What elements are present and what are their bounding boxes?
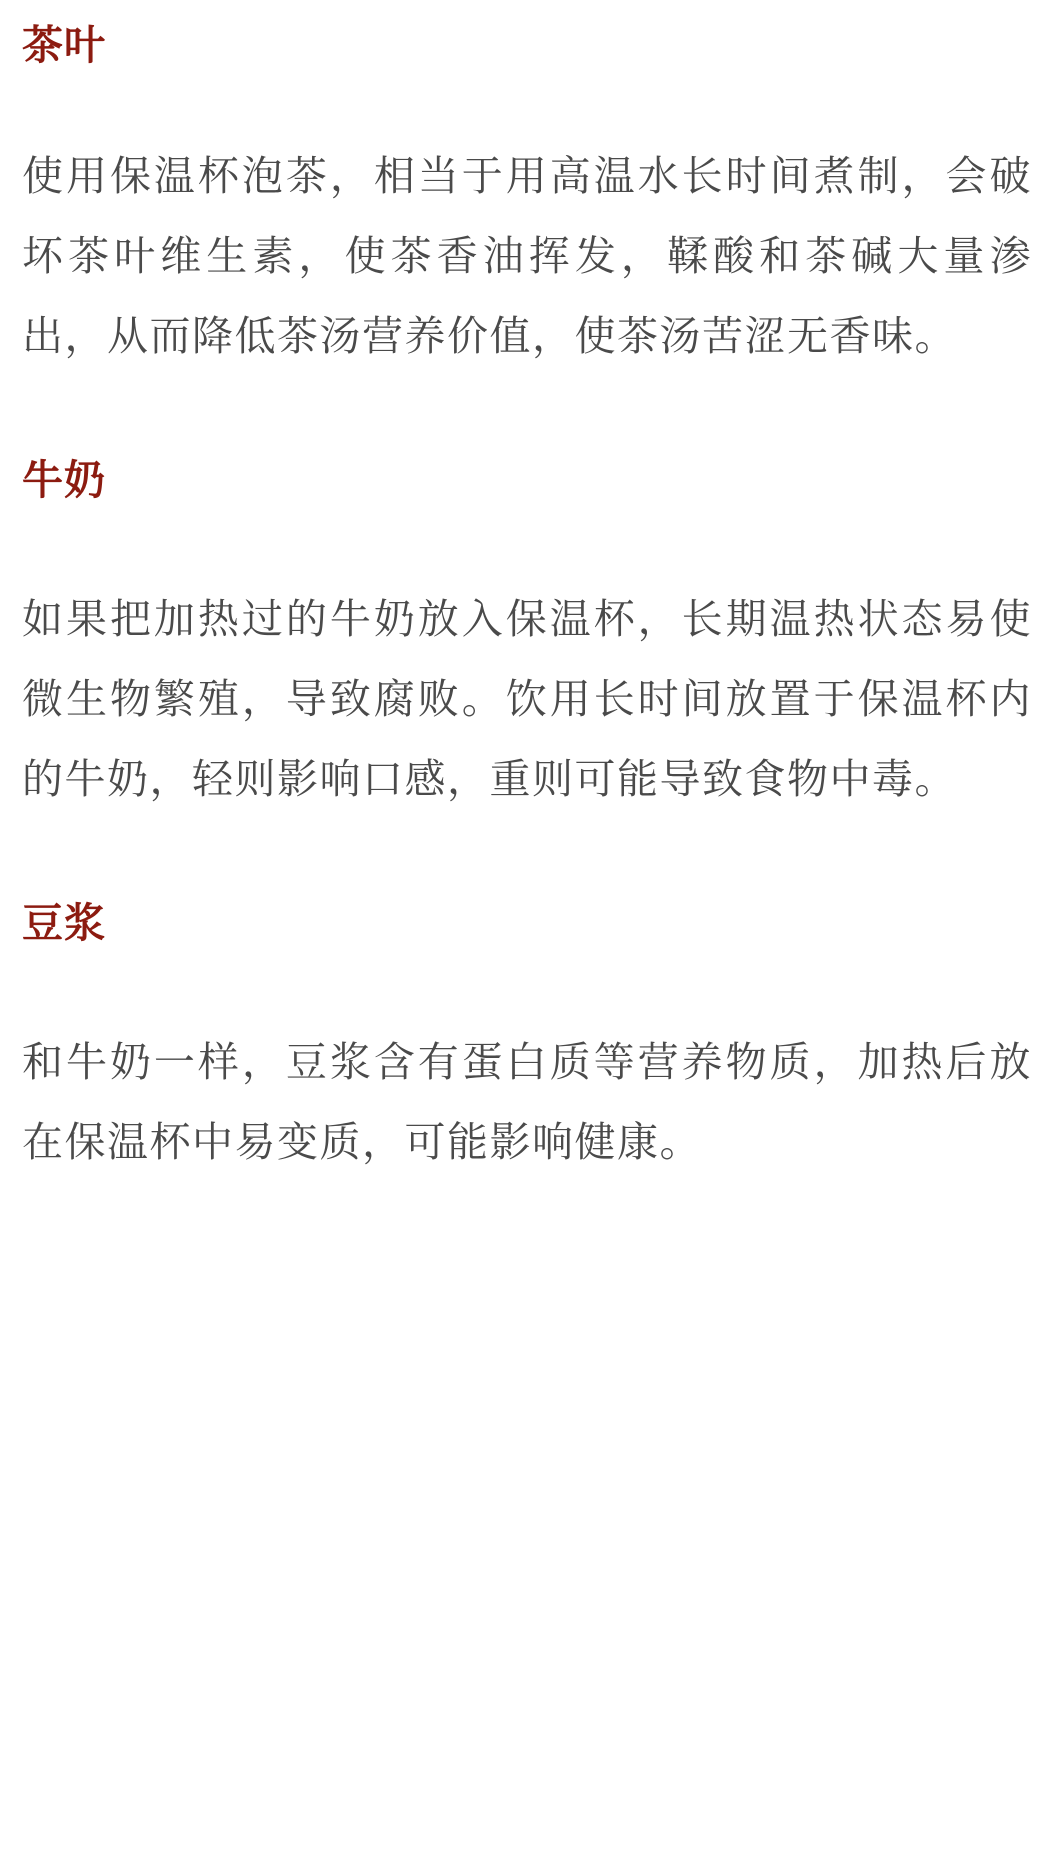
article-section-tea	[22, 20, 1032, 377]
section-body: 使用保温杯泡茶，相当于用高温水长时间煮制，会破坏茶叶维生素，使茶香油挥发，鞣酸和茶碱大量渗出，从而降低茶汤营养价值，使茶汤苦涩无香味。	[22, 152, 1032, 361]
section-body: 如果把加热过的牛奶放入保温杯，长期温热状态易使微生物繁殖，导致腐败。饮用长时间放置于保温杯内的牛奶，轻则影响口感，重则可能导致食物中毒。	[22, 595, 1032, 804]
section-heading: 豆浆	[22, 899, 106, 948]
section-heading: 茶叶	[22, 21, 106, 69]
article-section-milk	[22, 455, 1032, 820]
section-heading: 牛奶	[22, 456, 106, 505]
section-body: 和牛奶一样，豆浆含有蛋白质等营养物质，加热后放在保温杯中易变质，可能影响健康。	[22, 1038, 1032, 1167]
article-section-soymilk	[22, 898, 1032, 1183]
